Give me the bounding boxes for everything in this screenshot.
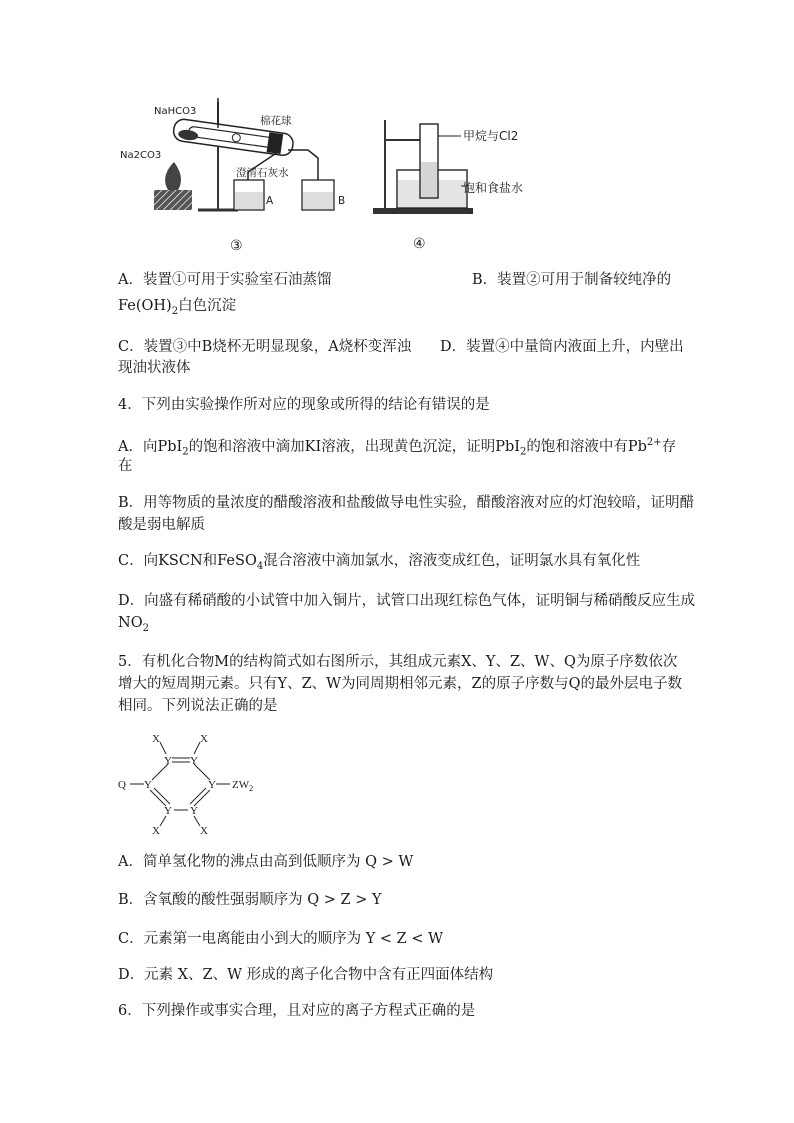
mol-x-3: X <box>152 825 160 837</box>
molecule-structure <box>114 728 274 838</box>
q5-option-a: A．简单氢化物的沸点由高到低顺序为 Q > W <box>118 854 414 870</box>
mol-y-2: Y <box>190 755 198 767</box>
q4-a-part4: 存 <box>661 438 677 455</box>
q4-c-part2: 混合溶液中滴加氯水，溶液变成红色，证明氯水具有氧化性 <box>263 553 641 569</box>
label-limewater: 澄清石灰水 <box>236 167 289 179</box>
label-brine: 饱和食盐水 <box>463 181 524 195</box>
q4-a-sub: 2 <box>182 446 189 458</box>
label-gas: 甲烷与Cl2 <box>463 129 519 143</box>
q5-option-b: B．含氧酸的酸性强弱顺序为 Q > Z > Y <box>118 892 382 908</box>
mol-y-1: Y <box>164 755 172 767</box>
q4-option-d-cont <box>118 612 149 640</box>
q5-stem-1: 5．有机化合物M的结构简式如右图所示，其组成元素X、Y、Z、W、Q为原子序数依次 <box>118 654 678 670</box>
q3-option-b-cont <box>118 295 236 323</box>
stand-base <box>373 208 473 214</box>
label-beaker-b: B <box>338 195 346 207</box>
q4-a-part1: A．向 <box>118 438 158 455</box>
q4-a-part3: 的饱和溶液中有 <box>526 438 628 455</box>
q4-option-b-cont: 酸是弱电解质 <box>118 517 205 533</box>
q4-a-pbi2: PbI <box>157 438 183 455</box>
q5-stem-2: 增大的短周期元素。只有Y、Z、W为同周期相邻元素，Z的原子序数与Q的最外层电子数 <box>118 676 683 692</box>
label-beaker-a: A <box>266 195 274 207</box>
q4-a-part2: 的饱和溶液中滴加KI溶液，出现黄色沉淀，证明 <box>188 438 496 455</box>
q4-d-sub: 2 <box>142 622 149 634</box>
mol-zw2: $ZW_2$ <box>232 779 254 793</box>
q4-option-d: D．向盛有稀硝酸的小试管中加入铜片，试管口出现红棕色气体，证明铜与稀硝酸反应生成 <box>118 593 696 609</box>
figure-3-drawing <box>118 92 358 262</box>
q4-option-c <box>118 550 640 578</box>
q3-b-formula: Fe(OH) <box>118 298 172 314</box>
q3-b-sub: 2 <box>171 305 179 317</box>
mol-x-4: X <box>200 825 208 837</box>
burner-flame <box>165 162 181 190</box>
q4-option-a <box>118 432 676 464</box>
figure-3-apparatus <box>118 92 358 262</box>
figure-4-caption: ④ <box>413 236 426 252</box>
mol-q: Q <box>118 779 126 791</box>
figure-3-caption: ③ <box>230 238 243 254</box>
q5-stem-3: 相同。下列说法正确的是 <box>118 698 278 714</box>
q3-option-d: D．装置④中量筒内液面上升，内壁出 <box>440 339 684 355</box>
label-cotton: 棉花球 <box>260 115 292 127</box>
q6-stem: 6．下列操作或事实合理，且对应的离子方程式正确的是 <box>118 1003 476 1019</box>
q4-c-part1: C．向KSCN和 <box>118 553 218 569</box>
mol-x-2: X <box>200 733 208 745</box>
q3-option-a: A．装置①可用于实验室石油蒸馏 <box>118 272 332 288</box>
q4-stem: 4．下列由实验操作所对应的现象或所得的结论有错误的是 <box>118 397 490 413</box>
q3-option-b: B．装置②可用于制备较纯净的 <box>472 272 672 288</box>
figure-4-apparatus <box>365 100 555 260</box>
q4-a-sub-second: 2 <box>519 446 527 458</box>
q5-option-d: D．元素 X、Z、W 形成的离子化合物中含有正四面体结构 <box>118 967 494 983</box>
mol-x-1: X <box>152 733 160 745</box>
q4-a-pb: Pb <box>627 438 647 455</box>
mol-y-4: Y <box>208 779 216 791</box>
molecule-drawing <box>114 728 274 838</box>
q4-a-pb-charge: 2+ <box>646 437 662 448</box>
q3-option-d-cont: 现油状液体 <box>118 360 191 376</box>
q4-c-feso4: FeSO <box>217 553 257 569</box>
figure-4-drawing <box>365 100 555 260</box>
label-na2co3: Na2CO3 <box>120 150 162 161</box>
q4-d-no2: NO <box>118 615 143 631</box>
label-nahco3: NaHCO3 <box>154 106 197 117</box>
q5-option-c: C．元素第一电离能由小到大的顺序为 Y < Z < W <box>118 931 443 947</box>
q4-a-pbi2-second: PbI <box>495 438 520 455</box>
q4-option-b: B．用等物质的量浓度的醋酸溶液和盐酸做导电性实验，醋酸溶液对应的灯泡较暗，证明醋 <box>118 495 695 511</box>
mol-y-6: Y <box>190 805 198 817</box>
mol-y-3: Y <box>144 779 152 791</box>
q3-b-tail: 白色沉淀 <box>178 298 237 314</box>
q4-c-sub: 4 <box>256 560 264 572</box>
q3-option-c: C．装置③中B烧杯无明显现象，A烧杯变浑浊 <box>118 339 412 355</box>
q4-option-a-cont: 在 <box>118 458 133 474</box>
mol-y-5: Y <box>164 805 172 817</box>
